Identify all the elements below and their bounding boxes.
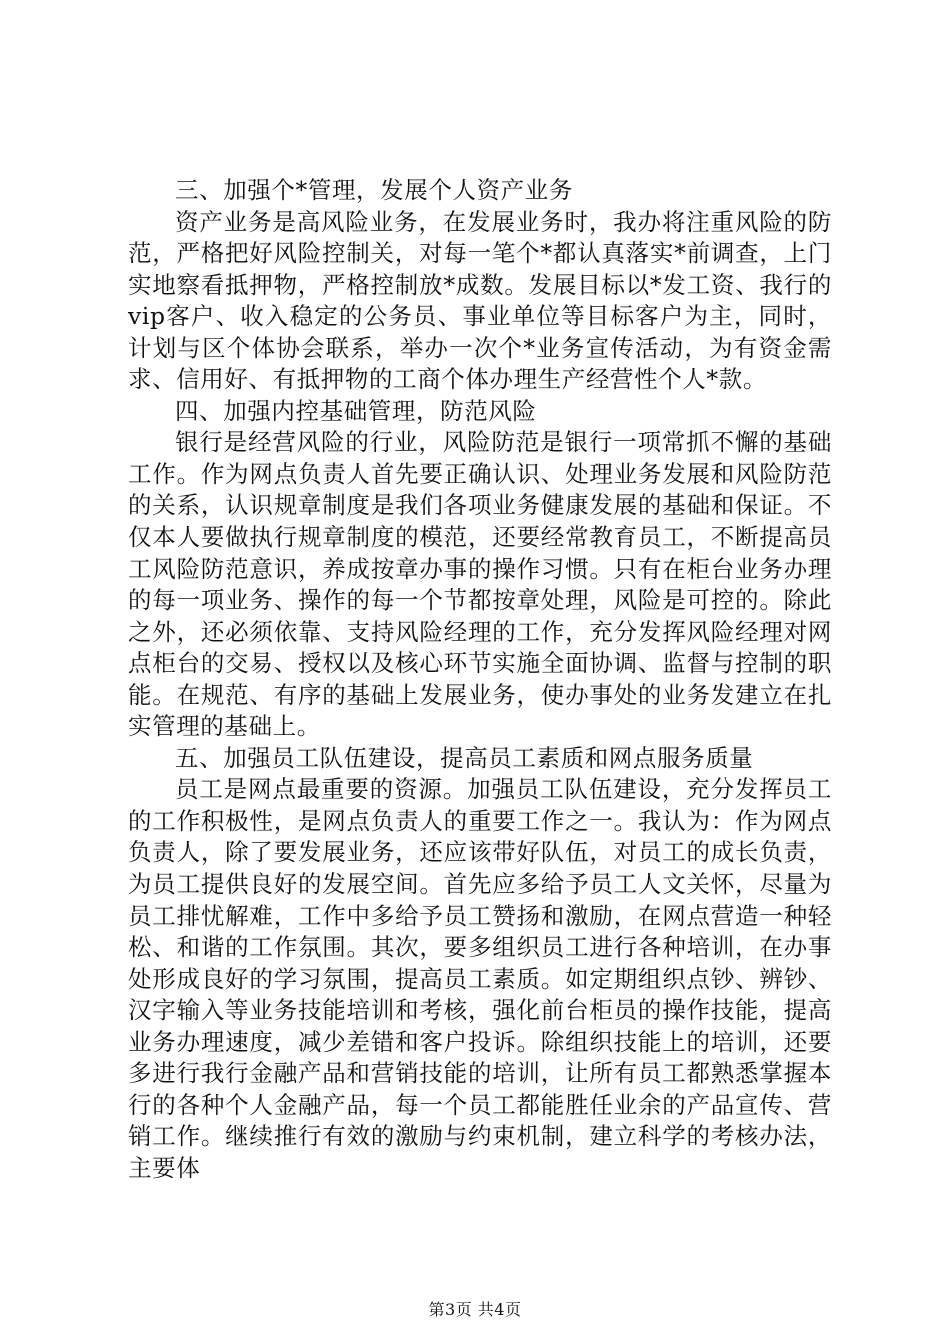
paragraph: 银行是经营风险的行业，风险防范是银行一项常抓不懈的基础工作。作为网点负责人首先要正确认识、处理业务发展和风险防范的关系，认识规章制度是我们各项业务健康发展的基础和保证。不仅本人要做执行规章制度的模范，还要经常教育员工，不断提高员工风险防范意识，养成按章办事的操作习惯。只有在柜台业务办理的每一项业务、操作的每一个节都按章处理，风险是可控的。除此之外，还必须依靠、支持风险经理的工作，充分发挥风险经理对网点柜台的交易、授权以及核心环节实施全面协调、监督与控制的职能。在规范、有序的基础上发展业务，使办事处的业务发建立在扎实管理的基础上。 [128, 428, 832, 741]
section-heading-4: 四、加强内控基础管理，防范风险 [175, 396, 537, 425]
paragraph: 资产业务是高风险业务，在发展业务时，我办将注重风险的防范，严格把好风险控制关，对每一笔个*都认真落实*前调查，上门实地察看抵押物，严格控制放*成数。发展目标以*发工资、我行的vip客户、收入稳定的公务员、事业单位等目标客户为主，同时，计划与区个体协会联系，举办一次个*业务宣传活动，为有资金需求、信用好、有抵押物的工商个体办理生产经营性个人*款。 [128, 207, 832, 394]
section-heading-5: 五、加强员工队伍建设，提高员工素质和网点服务质量 [175, 743, 754, 772]
document-body [128, 175, 832, 1185]
section-heading-3: 三、加强个*管理，发展个人资产业务 [175, 176, 573, 204]
paragraph: 员工是网点最重要的资源。加强员工队伍建设，充分发挥员工的工作积极性，是网点负责人的重要工作之一。我认为：作为网点负责人，除了要发展业务，还应该带好队伍，对员工的成长负责，为员工提供良好的发展空间。首先应多给予员工人文关怀，尽量为员工排忧解难，工作中多给予员工赞扬和激励，在网点营造一种轻松、和谐的工作氛围。其次，要多组织员工进行各种培训，在办事处形成良好的学习氛围，提高员工素质。如定期组织点钞、辨钞、汉字输入等业务技能培训和考核，强化前台柜员的操作技能，提高业务办理速度，减少差错和客户投诉。除组织技能上的培训，还要多进行我行金融产品和营销技能的培训，让所有员工都熟悉掌握本行的各种个人金融产品，每一个员工都能胜任业余的产品宣传、营销工作。继续推行有效的激励与约束机制，建立科学的考核办法，主要体 [128, 775, 832, 1182]
page-footer: 第3页 共4页 [428, 1300, 522, 1319]
